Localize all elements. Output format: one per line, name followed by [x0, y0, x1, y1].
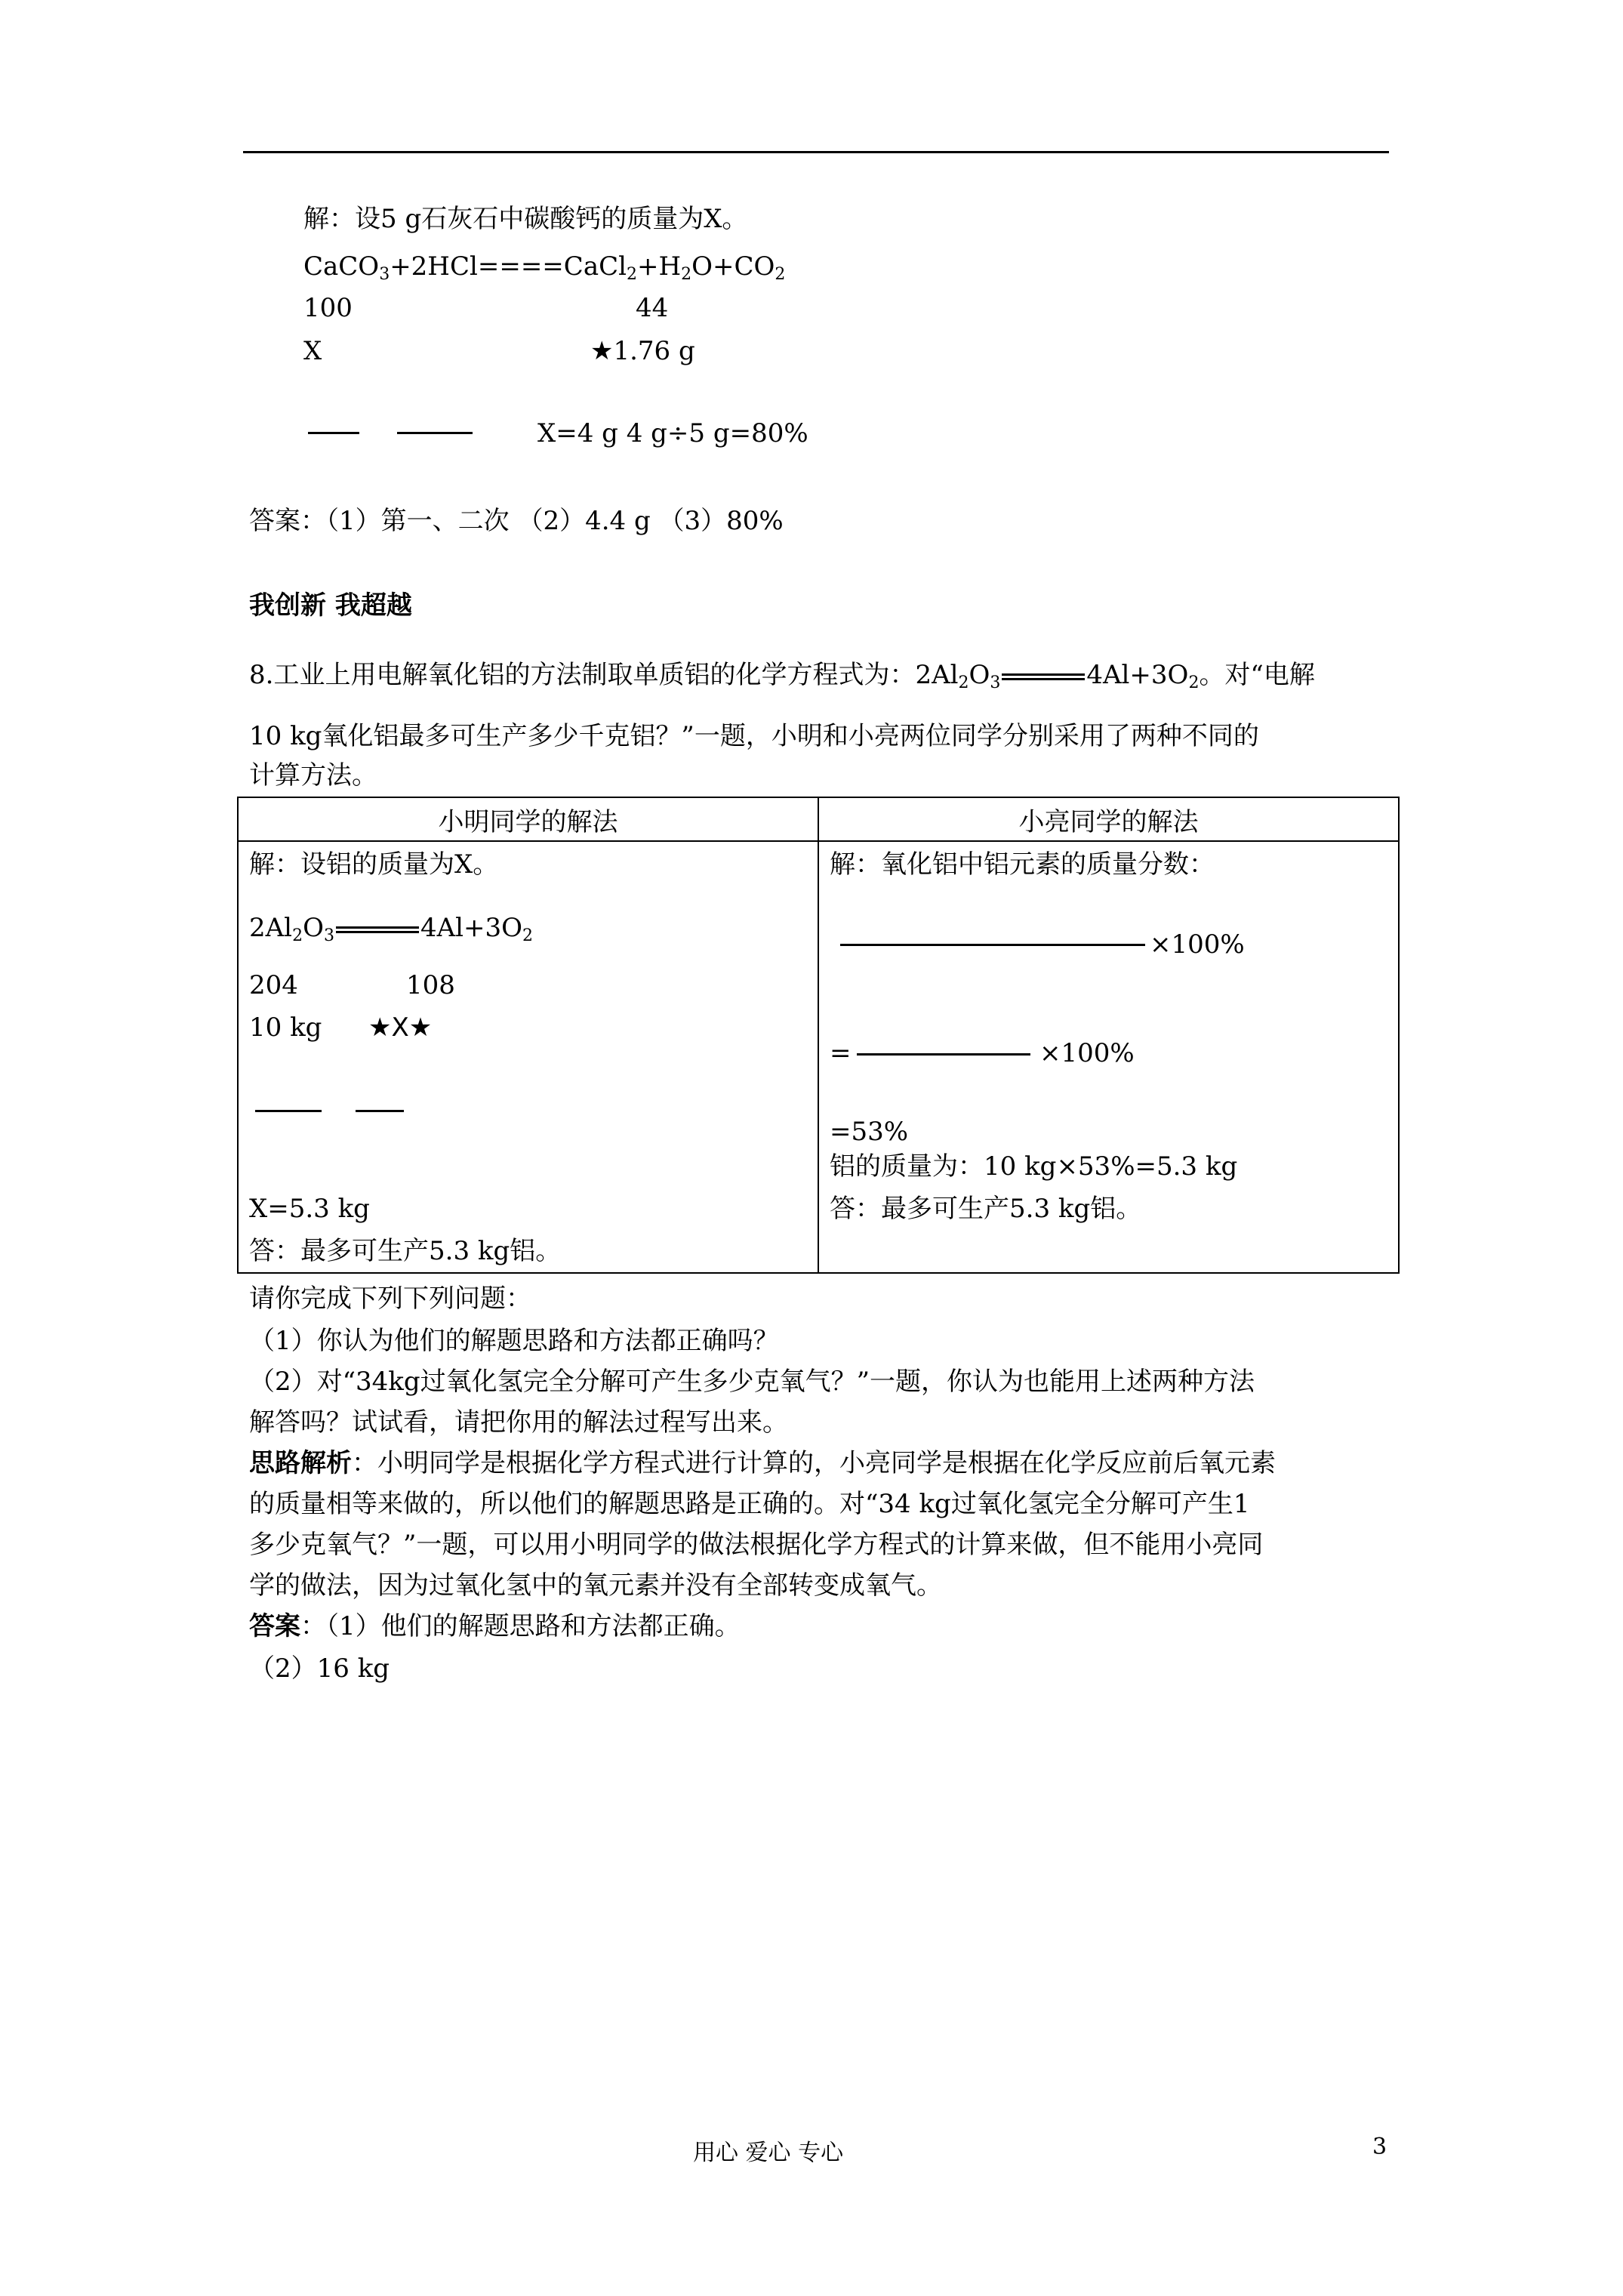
question-8-line-2: 10 kg氧化铝最多可生产多少千克铝？”一题，小明和小亮两位同学分别采用了两种不同的 — [249, 721, 1259, 751]
solution-intro: 解：设5 g石灰石中碳酸钙的质量为X。 — [303, 204, 748, 234]
analysis-line-1: 思路解析：小明同学是根据化学方程式进行计算的，小亮同学是根据在化学反应前后氧元素 — [249, 1448, 1276, 1478]
follow-up-prompt: 请你完成下列下列问题： — [249, 1284, 531, 1314]
xiaoming-mass-204: 204 — [249, 970, 298, 1000]
fraction-bar-left — [255, 1110, 322, 1112]
xiaoliang-fraction-2-percent: ×100% — [1039, 1038, 1135, 1068]
electrolysis-equals-sign — [336, 926, 419, 933]
xiaoming-result: X=5.3 kg — [249, 1194, 370, 1224]
analysis-line-2: 的质量相等来做的，所以他们的解题思路是正确的。对“34 kg过氧化氢完全分解可产生1 — [249, 1489, 1250, 1519]
star-icon: ★ — [590, 336, 614, 366]
xiaoliang-answer: 答：最多可生产5.3 kg铝。 — [830, 1194, 1142, 1224]
variable-right: ★1.76 g — [590, 336, 695, 366]
xiaoming-intro: 解：设铝的质量为X。 — [249, 849, 499, 880]
chemical-equation-caco3: $CaCO_3+2HCl====CaCl_2+H_2O+CO_2$ — [303, 251, 786, 284]
section-title: 我创新 我超越 — [249, 590, 412, 621]
follow-up-question-2b: 解答吗？试试看，请把你用的解法过程写出来。 — [249, 1407, 788, 1438]
xiaoliang-method — [818, 841, 1399, 1273]
solution-comparison-table — [237, 797, 1400, 1274]
xiaoming-variable-x: ★X★ — [368, 1012, 433, 1043]
xiaoliang-mass: 铝的质量为：10 kg×53%=5.3 kg — [830, 1151, 1238, 1182]
follow-up-question-1: （1）你认为他们的解题思路和方法都正确吗？ — [249, 1326, 779, 1356]
fraction-bar-right — [356, 1110, 404, 1112]
header-rule — [243, 151, 1389, 153]
fraction-bar-right — [397, 432, 473, 434]
xiaoming-equation: $2Al_2O_3$ $4Al+3O_2$ — [249, 913, 533, 945]
follow-up-question-2a: （2）对“34kg过氧化氢完全分解可产生多少克氧气？”一题，你认为也能用上述两种方法 — [249, 1367, 1255, 1397]
xiaoliang-equals: = — [830, 1038, 852, 1068]
fraction-bar-1 — [840, 944, 1145, 946]
analysis-line-4: 学的做法，因为过氧化氢中的氧元素并没有全部转变成氧气。 — [249, 1570, 942, 1601]
solution-result: X=4 g 4 g÷5 g=80% — [537, 418, 808, 448]
header-xiaoliang: 小亮同学的解法 — [818, 797, 1399, 841]
xiaoliang-fraction-1-percent: ×100% — [1150, 929, 1245, 960]
answer-line-1: 答案：（1）他们的解题思路和方法都正确。 — [249, 1611, 741, 1641]
answer-line-2: （2）16 kg — [249, 1653, 390, 1684]
xiaoming-answer: 答：最多可生产5.3 kg铝。 — [249, 1236, 562, 1266]
question-8-line-1: 8.工业上用电解氧化铝的方法制取单质铝的化学方程式为：$2Al_2O_3$ $4Al+3O_2$。对“电解 — [249, 660, 1315, 692]
fraction-bar-2 — [857, 1053, 1030, 1056]
answer-1: 答案：（1）第一、二次 （2）4.4 g （3）80% — [249, 506, 784, 536]
molar-mass-right: 44 — [636, 293, 669, 323]
variable-left: X — [303, 336, 322, 366]
xiaoming-value-10kg: 10 kg — [249, 1012, 322, 1043]
xiaoliang-percentage: =53% — [830, 1117, 909, 1147]
footer-motto: 用心 爱心 专心 — [693, 2140, 844, 2166]
xiaoming-mass-108: 108 — [406, 970, 455, 1000]
fraction-bar-left — [308, 432, 359, 434]
analysis-line-3: 多少克氧气？”一题，可以用小明同学的做法根据化学方程式的计算来做，但不能用小亮同 — [249, 1530, 1264, 1560]
molar-mass-left: 100 — [303, 293, 353, 323]
page-number: 3 — [1372, 2134, 1387, 2160]
header-xiaoming: 小明同学的解法 — [238, 797, 818, 841]
xiaoliang-intro: 解：氧化铝中铝元素的质量分数： — [830, 849, 1215, 880]
electrolysis-equals-sign — [1002, 673, 1085, 680]
xiaoming-method — [238, 841, 818, 1273]
question-8-line-3: 计算方法。 — [249, 760, 377, 791]
